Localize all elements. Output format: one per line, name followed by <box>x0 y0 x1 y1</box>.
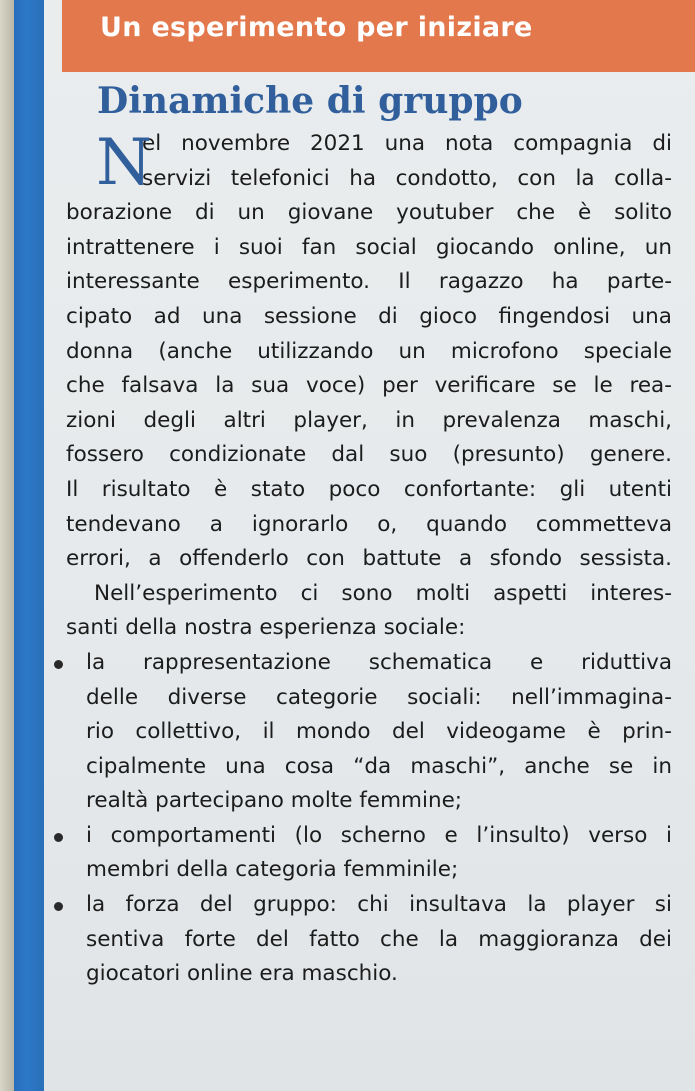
paragraph-2 <box>66 577 672 646</box>
text-line: che falsava la sua voce) per verificare se le rea- <box>66 373 672 399</box>
text-line: santi della nostra esperienza sociale: <box>66 615 466 641</box>
bullet-item <box>66 888 672 992</box>
text-line: cipato ad una sessione di gioco fingendosi una <box>66 303 672 329</box>
text-line: delle diverse categorie sociali: nell’immagina- <box>86 684 672 710</box>
banner-title: Un esperimento per iniziare <box>100 12 533 43</box>
text-line: i comportamenti (lo scherno e l’insulto) verso i <box>66 819 672 854</box>
text-line: borazione di un giovane youtuber che è solito <box>66 200 672 226</box>
text-line: donna (anche utilizzando un microfono speciale <box>66 338 672 364</box>
text-line: realtà partecipano molte femmine; <box>86 788 463 814</box>
bullet-icon <box>54 902 63 911</box>
text-line: fossero condizionate dal suo (presunto) genere. <box>66 442 672 468</box>
text-line: membri della categoria femminile; <box>86 857 459 883</box>
text-line: giocatori online era maschio. <box>86 961 398 987</box>
text-line: interessante esperimento. Il ragazzo ha parte- <box>66 269 672 295</box>
text-line: cipalmente una cosa “da maschi”, anche se in <box>86 753 672 779</box>
text-line: el novembre 2021 una nota compagnia di <box>142 131 672 156</box>
bullet-item <box>66 819 672 888</box>
text-line: la rappresentazione schematica e riduttiva <box>66 646 672 681</box>
text-line: intrattenere i suoi fan social giocando online, un <box>66 234 672 260</box>
paragraph-1 <box>66 127 672 577</box>
text-line: Il risultato è stato poco confortante: gli utenti <box>66 476 672 502</box>
drop-cap: N <box>96 126 152 200</box>
text-line: zioni degli altri player, in prevalenza maschi, <box>66 407 672 433</box>
section-heading: Dinamiche di gruppo <box>97 80 523 122</box>
text-line: la forza del gruppo: chi insultava la player si <box>66 888 672 923</box>
text-line: sentiva forte del fatto che la maggioranza dei <box>86 926 672 952</box>
bullet-list <box>66 646 672 992</box>
text-line: tendevano a ignorarlo o, quando commetteva <box>66 511 672 537</box>
text-line: rio collettivo, il mondo del videogame è prin- <box>86 719 672 745</box>
text-line: servizi telefonici ha condotto, con la colla- <box>142 165 672 191</box>
page-stack-edge <box>0 0 14 1091</box>
article-body <box>66 127 672 992</box>
text-line: errori, a offenderlo con battute a sfondo sessista. <box>66 546 672 572</box>
bullet-icon <box>54 833 63 842</box>
bullet-icon <box>54 660 63 669</box>
text-line: Nell’esperimento ci sono molti aspetti interes- <box>94 580 672 606</box>
bullet-item <box>66 646 672 819</box>
